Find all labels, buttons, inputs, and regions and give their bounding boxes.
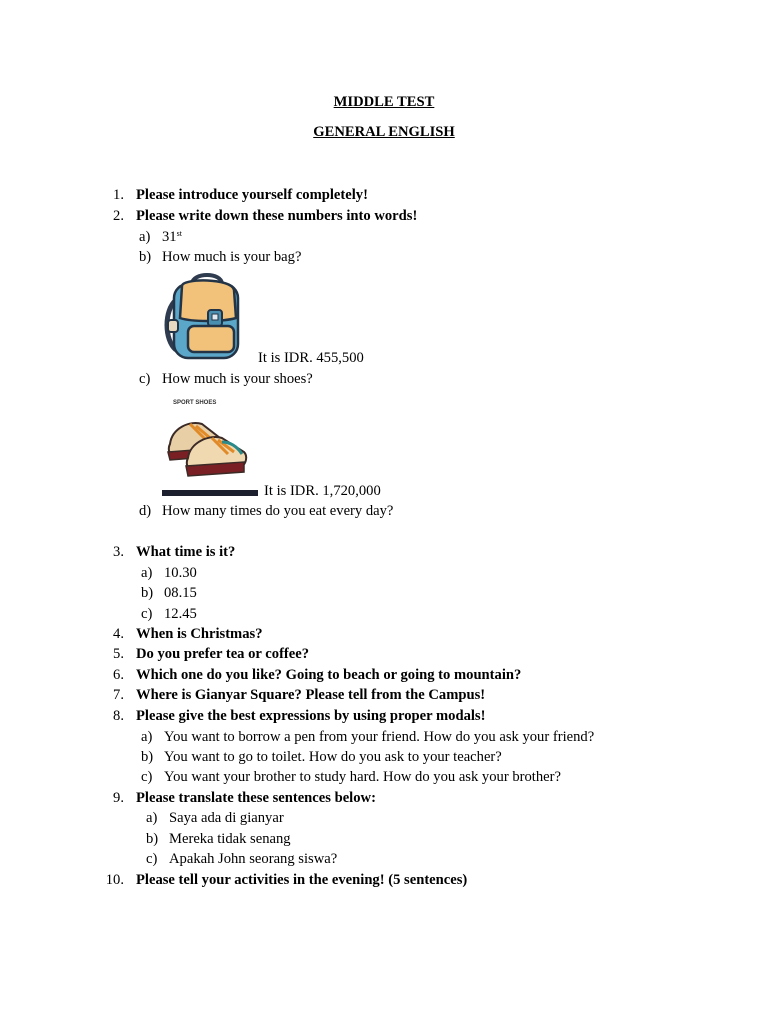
item-answer: It is IDR. 455,500 <box>258 350 364 366</box>
question-number: 10. <box>105 872 124 888</box>
item-letter: a) <box>141 729 153 745</box>
question-number: 7. <box>113 687 124 703</box>
item-letter: b) <box>141 585 154 601</box>
item-letter: b) <box>139 249 152 265</box>
question-text: Please tell your activities in the evening! (5 sentences) <box>136 872 468 888</box>
item-letter: c) <box>146 851 158 867</box>
item-text: 10.30 <box>164 565 197 581</box>
question-text: When is Christmas? <box>136 626 263 642</box>
item-text: Apakah John seorang siswa? <box>169 851 338 867</box>
item-letter: c) <box>141 606 153 622</box>
item-letter: b) <box>141 749 154 765</box>
question-text: Please write down these numbers into words! <box>136 208 418 224</box>
question-text: Which one do you like? Going to beach or going to mountain? <box>136 667 522 683</box>
question-number: 4. <box>113 626 124 642</box>
question-text: Please give the best expressions by using proper modals! <box>136 708 486 724</box>
item-text: How many times do you eat every day? <box>162 503 394 519</box>
item-text: 31st <box>162 229 182 245</box>
question-number: 3. <box>113 544 124 560</box>
question-number: 6. <box>113 667 124 683</box>
item-text: 12.45 <box>164 606 197 622</box>
question-number: 8. <box>113 708 124 724</box>
item-letter: a) <box>146 810 158 826</box>
item-text: You want to go to toilet. How do you ask to your teacher? <box>164 749 502 765</box>
question-text: Please translate these sentences below: <box>136 790 376 806</box>
question-text: Please introduce yourself completely! <box>136 187 368 203</box>
page-subtitle: GENERAL ENGLISH <box>313 124 455 140</box>
page-title: MIDDLE TEST <box>333 94 435 110</box>
item-letter: d) <box>139 503 152 519</box>
question-number: 2. <box>113 208 124 224</box>
question-number: 1. <box>113 187 124 203</box>
question-text: What time is it? <box>136 544 236 560</box>
item-text: 08.15 <box>164 585 197 601</box>
backpack-image <box>162 270 254 362</box>
item-answer: It is IDR. 1,720,000 <box>264 483 381 499</box>
item-letter: a) <box>139 229 151 245</box>
question-text: Where is Gianyar Square? Please tell from the Campus! <box>136 687 486 703</box>
question-number: 9. <box>113 790 124 806</box>
item-text: You want to borrow a pen from your friend. How do you ask your friend? <box>164 729 595 745</box>
item-text: How much is your bag? <box>162 249 302 265</box>
item-letter: b) <box>146 831 159 847</box>
item-text: How much is your shoes? <box>162 371 313 387</box>
item-letter: c) <box>141 769 153 785</box>
item-text: Saya ada di gianyar <box>169 810 284 826</box>
sport-shoes-image <box>162 394 258 496</box>
ordinal-suffix: st <box>176 229 182 238</box>
item-letter: a) <box>141 565 153 581</box>
item-text: Mereka tidak senang <box>169 831 291 847</box>
shoes-image-label: SPORT SHOES <box>173 400 217 406</box>
item-text: You want your brother to study hard. How do you ask your brother? <box>164 769 561 785</box>
item-letter: c) <box>139 371 151 387</box>
question-number: 5. <box>113 646 124 662</box>
question-text: Do you prefer tea or coffee? <box>136 646 310 662</box>
